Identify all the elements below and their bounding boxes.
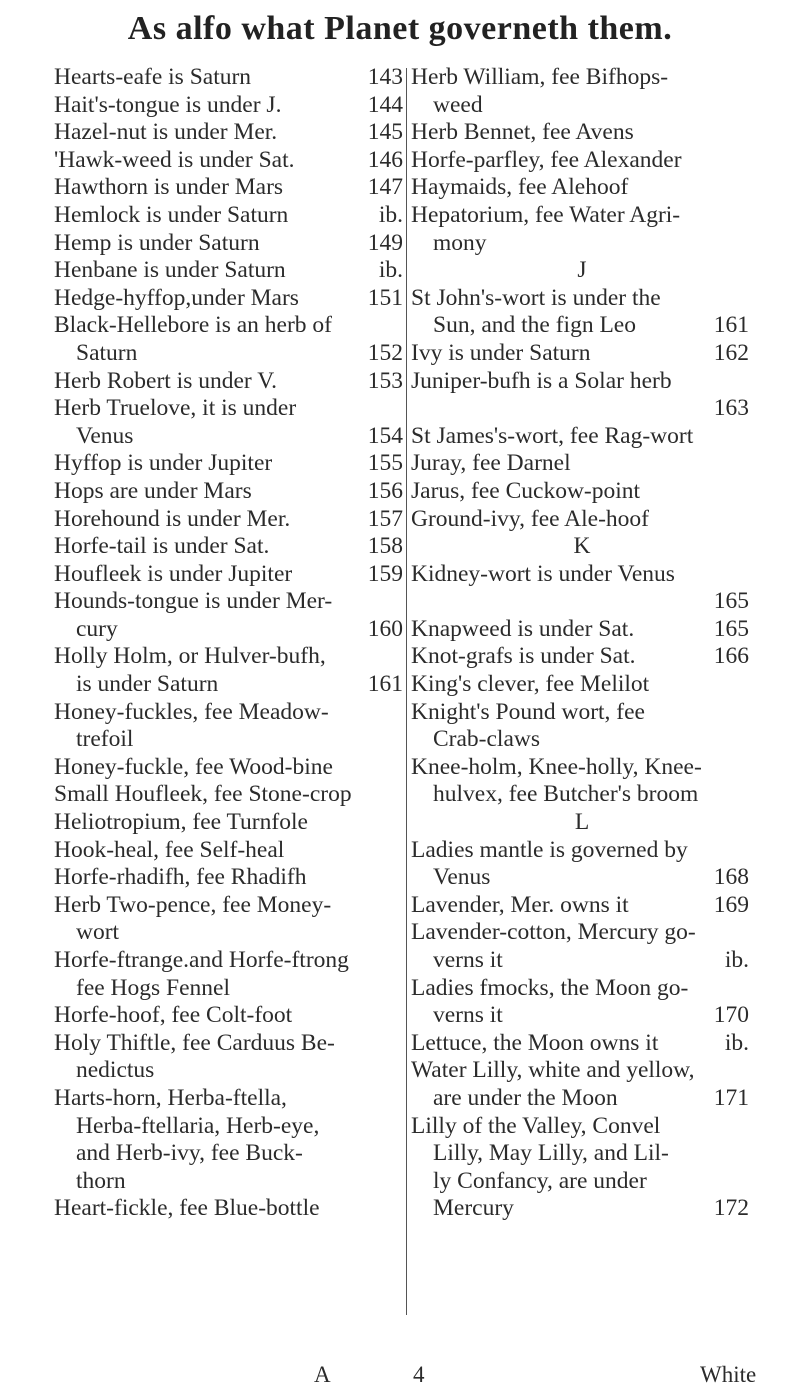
- entry-text: Hook-heal, fee Self-heal: [54, 836, 285, 863]
- index-entry: [54, 892, 407, 947]
- entry-text: Small Houfleek, fee Stone-crop: [54, 781, 352, 808]
- entry-text: trefoil: [76, 726, 134, 753]
- index-entry: [411, 478, 753, 506]
- page-ref: 159: [367, 560, 403, 587]
- page-ref: 156: [367, 477, 403, 504]
- entry-text: Haymaids, fee Alehoof: [411, 174, 629, 201]
- page-ref: 155: [367, 450, 403, 477]
- catchword-left: A: [314, 1362, 331, 1387]
- index-entry: [411, 423, 753, 451]
- index-entry: [54, 506, 407, 534]
- catchword: White: [700, 1362, 757, 1387]
- entry-text: Saturn: [76, 339, 138, 366]
- page-ref: 165: [713, 615, 749, 642]
- entry-text: Hazel-nut is under Mer.: [54, 119, 278, 146]
- entry-text: Horfe-parfley, fee Alexander: [411, 146, 682, 173]
- index-entry: [54, 147, 407, 175]
- entry-text: Herb William, fee Bifhops-: [411, 64, 669, 90]
- index-entry: [54, 368, 407, 396]
- index-entry: [411, 450, 753, 478]
- entry-text: Harts-horn, Herba-ftella,: [54, 1084, 287, 1111]
- index-entry: [411, 1030, 753, 1058]
- index-entry: [54, 809, 407, 837]
- entry-text: Black-Hellebore is an herb of: [54, 312, 332, 339]
- index-entry: [54, 699, 407, 754]
- entry-text: wort: [76, 919, 120, 946]
- entry-text: Ladies mantle is governed by: [411, 836, 688, 863]
- entry-text: fee Hogs Fennel: [76, 974, 231, 1001]
- section-letter: K: [573, 533, 591, 560]
- entry-text: King's clever, fee Melilot: [411, 671, 650, 698]
- index-entry: [54, 478, 407, 506]
- entry-text: mony: [433, 229, 487, 256]
- entry-text: Hemlock is under Saturn: [54, 201, 289, 228]
- entry-text: Herb Bennet, fee Avens: [411, 119, 634, 146]
- entry-text: Kidney-wort is under Venus: [411, 560, 675, 587]
- entry-text: Hyffop is under Jupiter: [54, 450, 273, 477]
- page-ref: ib.: [724, 1029, 749, 1056]
- index-entry: [54, 947, 407, 1002]
- entry-text: Lilly of the Valley, Convel: [411, 1112, 661, 1139]
- entry-text: Hawthorn is under Mars: [54, 174, 284, 201]
- index-entry: [54, 781, 407, 809]
- entry-text: Knee-holm, Knee-holly, Knee-: [411, 753, 702, 780]
- entry-text: Horehound is under Mer.: [54, 505, 291, 532]
- index-entry: [54, 1002, 407, 1030]
- page-ref: 152: [367, 339, 403, 366]
- index-entry: [411, 616, 753, 644]
- entry-text: Herb Truelove, it is under: [54, 395, 297, 422]
- entry-text: Ivy is under Saturn: [411, 339, 591, 366]
- entry-text: St James's-wort, fee Rag-wort: [411, 422, 694, 449]
- page-ref: 149: [367, 229, 403, 256]
- index-entry: [411, 892, 753, 920]
- entry-text: Houfleek is under Jupiter: [54, 560, 293, 587]
- index-entry: [411, 671, 753, 699]
- page-ref: ib.: [724, 947, 749, 973]
- page-ref: 153: [367, 367, 403, 394]
- index-entry: [411, 506, 753, 534]
- entry-text: are under the Moon: [433, 1084, 618, 1111]
- page-ref: 157: [367, 505, 403, 532]
- entry-text: weed: [433, 91, 483, 118]
- entry-text: Ladies fmocks, the Moon go-: [411, 974, 689, 1001]
- index-entry: [54, 202, 407, 230]
- entry-text: Hedge-hyffop,under Mars: [54, 284, 299, 311]
- index-entry: [411, 285, 753, 340]
- entry-text: hulvex, fee Butcher's broom: [433, 781, 699, 808]
- index-entry: [54, 864, 407, 892]
- entry-text: Jarus, fee Cuckow-point: [411, 477, 641, 504]
- section-letter: L: [574, 809, 590, 836]
- entry-text: ly Confancy, are under: [433, 1167, 647, 1194]
- page-ref: 165: [713, 588, 749, 615]
- entry-text: Herb Two-pence, fee Money-: [54, 891, 332, 918]
- page-title: As alfo what Planet governeth them.: [127, 10, 673, 47]
- entry-text: Juray, fee Darnel: [411, 450, 571, 477]
- index-entry: [411, 119, 753, 147]
- page-ref: 151: [367, 284, 403, 311]
- entry-text: Mercury: [433, 1195, 514, 1222]
- index-entry: [54, 754, 407, 782]
- entry-text: Knapweed is under Sat.: [411, 615, 635, 642]
- index-entry: [411, 561, 753, 616]
- index-entry: [54, 174, 407, 202]
- page-ref: 168: [713, 864, 749, 891]
- entry-text: Heart-fickle, fee Blue-bottle: [54, 1195, 320, 1222]
- entry-text: Horfe-tail is under Sat.: [54, 533, 270, 560]
- index-entry: [54, 230, 407, 258]
- index-entry: [411, 202, 753, 257]
- index-entry: [411, 919, 753, 974]
- entry-text: thorn: [76, 1167, 126, 1194]
- page-ref: 154: [367, 422, 403, 449]
- page-ref: 145: [367, 119, 403, 146]
- entry-text: Lettuce, the Moon owns it: [411, 1029, 659, 1056]
- entry-text: Hepatorium, fee Water Agri-: [411, 201, 681, 228]
- index-entry: [411, 147, 753, 175]
- right-column: [411, 64, 753, 1223]
- index-entry: [54, 837, 407, 865]
- index-entry: [411, 837, 753, 892]
- page-ref: 172: [713, 1195, 749, 1222]
- entry-text: Hops are under Mars: [54, 477, 252, 504]
- page-ref: ib.: [378, 201, 403, 228]
- entry-text: Horfe-ftrange.and Horfe-ftrong: [54, 947, 349, 973]
- index-entry: [411, 64, 753, 119]
- index-entry: [54, 64, 407, 92]
- page-ref: 146: [367, 146, 403, 173]
- entry-text: Knight's Pound wort, fee: [411, 698, 645, 725]
- index-entry: [54, 533, 407, 561]
- entry-text: cury: [76, 615, 118, 642]
- entry-text: Henbane is under Saturn: [54, 257, 286, 284]
- entry-text: Lavender, Mer. owns it: [411, 891, 629, 918]
- entry-text: Honey-fuckles, fee Meadow-: [54, 698, 329, 725]
- entry-text: verns it: [433, 1002, 503, 1029]
- index-entry: [54, 312, 407, 367]
- index-entry: [54, 643, 407, 698]
- index-entry: [411, 643, 753, 671]
- page-ref: 170: [713, 1002, 749, 1029]
- entry-text: Holy Thiftle, fee Carduus Be-: [54, 1029, 335, 1056]
- page-ref: 158: [367, 533, 403, 560]
- page-ref: 169: [713, 891, 749, 918]
- entry-text: Heliotropium, fee Turnfole: [54, 809, 308, 836]
- index-entry: [54, 92, 407, 120]
- index-entry: [411, 699, 753, 754]
- page-ref: 166: [713, 643, 749, 670]
- page-ref: ib.: [378, 257, 403, 284]
- entry-text: verns it: [433, 947, 503, 973]
- index-entry: [411, 754, 753, 809]
- index-entry: [411, 368, 753, 423]
- left-column: [54, 64, 407, 1223]
- entry-text: Horfe-hoof, fee Colt-foot: [54, 1002, 293, 1029]
- index-entry: [54, 395, 407, 450]
- entry-text: Herb Robert is under V.: [54, 367, 278, 394]
- entry-text: Hemp is under Saturn: [54, 229, 260, 256]
- entry-text: Honey-fuckle, fee Wood-bine: [54, 753, 333, 780]
- page-ref: 163: [713, 395, 749, 422]
- entry-text: Lavender-cotton, Mercury go-: [411, 919, 696, 946]
- entry-text: Lilly, May Lilly, and Lil-: [433, 1140, 669, 1167]
- index-entry: [54, 257, 407, 285]
- entry-text: Ground-ivy, fee Ale-hoof: [411, 505, 649, 532]
- index-entry: [54, 588, 407, 643]
- index-entry: [54, 119, 407, 147]
- index-entry: [54, 285, 407, 313]
- entry-text: [411, 395, 753, 423]
- index-entry: [54, 1030, 407, 1085]
- page-ref: 162: [713, 339, 749, 366]
- index-entry: [54, 450, 407, 478]
- entry-text: Knot-grafs is under Sat.: [411, 643, 636, 670]
- page-ref: 161: [713, 312, 749, 339]
- entry-text: is under Saturn: [76, 671, 219, 698]
- entry-text: Juniper-bufh is a Solar herb: [411, 367, 672, 394]
- entry-text: Water Lilly, white and yellow,: [411, 1057, 695, 1084]
- page-ref: 143: [367, 64, 403, 90]
- entry-text: Herba-ftellaria, Herb-eye,: [76, 1112, 320, 1139]
- entry-text: Hearts-eafe is Saturn: [54, 64, 252, 90]
- index-entry: [411, 975, 753, 1030]
- page-ref: 171: [713, 1084, 749, 1111]
- entry-text: Crab-claws: [433, 726, 541, 753]
- entry-text: Venus: [76, 422, 134, 449]
- entry-text: 'Hawk-weed is under Sat.: [54, 146, 295, 173]
- entry-text: Hounds-tongue is under Mer-: [54, 588, 333, 615]
- column-divider: [406, 68, 407, 1315]
- page-ref: 160: [367, 615, 403, 642]
- entry-text: nedictus: [76, 1057, 155, 1084]
- index-entry: [54, 1195, 407, 1223]
- entry-text: Sun, and the fign Leo: [433, 312, 636, 339]
- page-ref: 144: [367, 91, 403, 118]
- index-entry: [411, 174, 753, 202]
- entry-text: Holly Holm, or Hulver-bufh,: [54, 643, 326, 670]
- index-entry: [411, 1113, 753, 1223]
- index-entry: [411, 340, 753, 368]
- page-number: 4: [413, 1362, 425, 1387]
- page-ref: 161: [367, 671, 403, 698]
- page-ref: 147: [367, 174, 403, 201]
- entry-text: St John's-wort is under the: [411, 284, 661, 311]
- entry-text: [411, 588, 753, 616]
- entry-text: and Herb-ivy, fee Buck-: [76, 1140, 303, 1167]
- section-letter: J: [577, 257, 587, 284]
- entry-text: Horfe-rhadifh, fee Rhadifh: [54, 864, 307, 891]
- index-entry: [54, 1085, 407, 1195]
- index-entry: [54, 561, 407, 589]
- index-entry: [411, 1057, 753, 1112]
- entry-text: Hait's-tongue is under J.: [54, 91, 282, 118]
- entry-text: Venus: [433, 864, 491, 891]
